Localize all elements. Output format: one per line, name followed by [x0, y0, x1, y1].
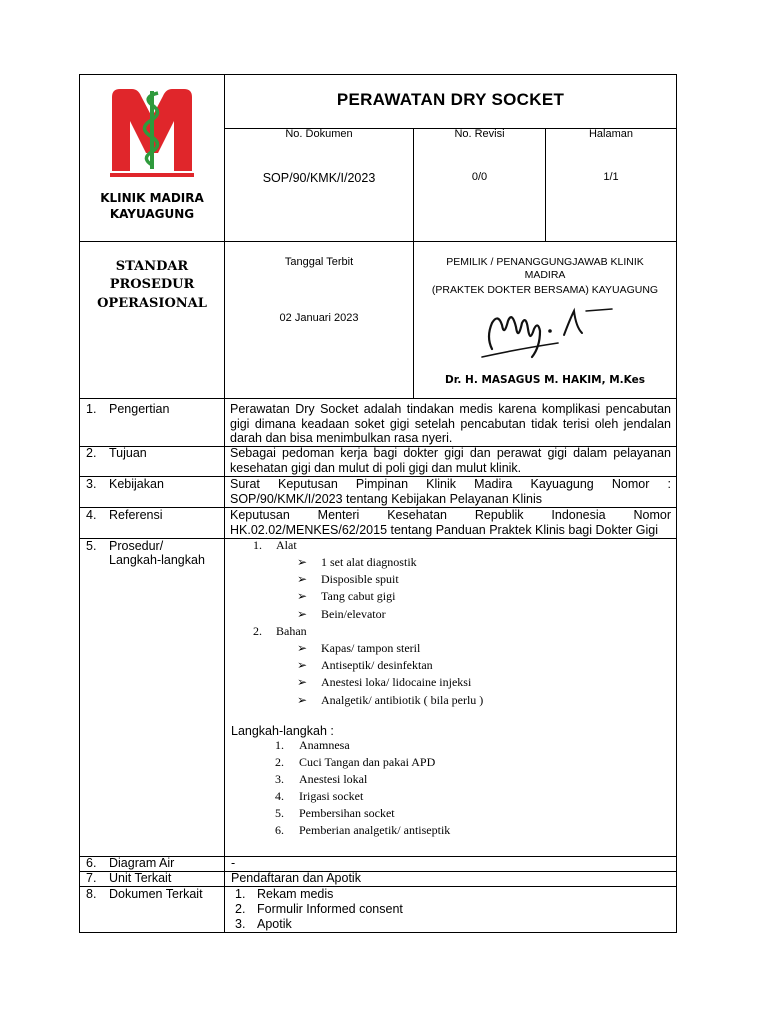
section-7-number: 7. [86, 871, 97, 885]
sop-title-line1: STANDAR [115, 259, 189, 274]
arrow-bullet-icon: ➢ [297, 572, 308, 587]
langkah-list [275, 737, 655, 839]
alat-item: Disposible spuit [321, 572, 399, 587]
list-item: 6. Pemberian analgetik/ antiseptik [275, 823, 451, 837]
table-border-right [676, 74, 677, 933]
pengertian-line: gigi dimana keadaan soket gigi setelah pencabutan tidak terisi oleh jendalan [230, 416, 671, 431]
referensi-line: HK.02.02/MENKES/62/2015 tentang Panduan Praktek Klinis bagi Dokter Gigi [230, 522, 659, 537]
table-border-bottom [79, 932, 677, 933]
no-dokumen-value: SOP/90/KMK/I/2023 [262, 171, 376, 185]
referensi-line: Keputusan Menteri Kesehatan Republik Indonesia Nomor [230, 508, 671, 522]
list-item: 5. Pembersihan socket [275, 806, 395, 820]
kebijakan-line: Surat Keputusan Pimpinan Klinik Madira Kayuagung Nomor : [230, 477, 671, 491]
signer-name: Dr. H. MASAGUS M. HAKIM, M.Kes [444, 374, 645, 386]
kebijakan-line: SOP/90/KMK/I/2023 tentang Kebijakan Pelayanan Klinis [230, 491, 543, 506]
signature [478, 307, 618, 363]
dokumen-number-3: 3. [235, 917, 246, 931]
langkah-item: Anestesi lokal [299, 772, 368, 786]
list-item: 3. Anestesi lokal [275, 772, 368, 786]
tanggal-terbit-label: Tanggal Terbit [284, 256, 354, 268]
arrow-bullet-icon: ➢ [297, 589, 308, 604]
header-divider-logo [224, 74, 225, 399]
section-3-label: Kebijakan [109, 477, 164, 491]
arrow-bullet-icon: ➢ [297, 675, 308, 690]
langkah-item: Irigasi socket [299, 789, 364, 803]
list-item [297, 657, 657, 674]
bahan-item: Anestesi loka/ lidocaine injeksi [321, 675, 472, 690]
header-bottom-line [79, 398, 677, 399]
dokumen-item: Apotik [257, 917, 292, 931]
list-item [297, 588, 657, 605]
langkah-item: Pembersihan socket [299, 806, 395, 820]
header-divider-halaman [545, 128, 546, 241]
unit-value: Pendaftaran dan Apotik [231, 871, 361, 885]
alat-number: 1. [253, 538, 262, 552]
pemilik-line3: (PRAKTEK DOKTER BERSAMA) KAYUAGUNG [431, 284, 659, 296]
bahan-list [297, 640, 657, 709]
list-item [297, 692, 657, 709]
langkah-title: Langkah-langkah : [231, 724, 334, 738]
tujuan-text [230, 446, 671, 475]
alat-label: Alat [276, 538, 297, 552]
no-revisi-value: 0/0 [471, 171, 488, 183]
section-1-number: 1. [86, 402, 97, 416]
section-5-label-line1: Prosedur/ [109, 539, 164, 553]
alat-list [297, 554, 657, 623]
tujuan-line: kesehatan gigi dan mulut di poli gigi dan mulut klinik. [230, 460, 522, 475]
section-3-number: 3. [86, 477, 97, 491]
list-item [297, 606, 657, 623]
list-item [297, 674, 657, 691]
section-6-number: 6. [86, 856, 97, 870]
section-2-number: 2. [86, 446, 97, 460]
section-1-label: Pengertian [109, 402, 170, 416]
list-item [297, 554, 657, 571]
langkah-item: Anamnesa [299, 738, 350, 752]
langkah-item: Pemberian analgetik/ antiseptik [299, 823, 451, 837]
tanggal-terbit-value: 02 Januari 2023 [279, 312, 359, 324]
alat-item: Tang cabut gigi [321, 589, 396, 604]
pengertian-text [230, 402, 671, 446]
tujuan-line: Sebagai pedoman kerja bagi dokter gigi dan perawat gigi dalam pelayanan [230, 446, 671, 460]
clinic-name-line2: KAYUAGUNG [109, 207, 195, 221]
section-8-label: Dokumen Terkait [109, 887, 203, 901]
sop-title-line2: PROSEDUR [109, 277, 195, 292]
table-border-top [79, 74, 677, 75]
sop-title-line3: OPERASIONAL [97, 296, 207, 311]
section-2-label: Tujuan [109, 446, 147, 460]
pengertian-line: darah dan bisa menimbulkan rasa nyeri. [230, 431, 453, 446]
arrow-bullet-icon: ➢ [297, 692, 308, 707]
list-item: 4. Irigasi socket [275, 789, 364, 803]
clinic-name-line1: KLINIK MADIRA [100, 191, 204, 205]
pemilik-line1: PEMILIK / PENANGGUNGJAWAB KLINIK [446, 256, 644, 268]
bahan-item: Analgetik/ antibiotik ( bila perlu ) [321, 692, 484, 707]
langkah-item: Cuci Tangan dan pakai APD [299, 755, 436, 769]
dokumen-number-2: 2. [235, 902, 246, 916]
section-5-number: 5. [86, 539, 97, 553]
list-item [297, 640, 657, 657]
pemilik-line2: MADIRA [524, 269, 566, 281]
no-revisi-label: No. Revisi [454, 128, 505, 140]
dokumen-item: Rekam medis [257, 887, 334, 901]
no-dokumen-label: No. Dokumen [285, 128, 353, 140]
list-item: 2. Cuci Tangan dan pakai APD [275, 755, 436, 769]
section-7-label: Unit Terkait [109, 871, 172, 885]
referensi-text [230, 508, 671, 537]
arrow-bullet-icon: ➢ [297, 641, 308, 655]
arrow-bullet-icon: ➢ [297, 658, 308, 673]
kebijakan-text [230, 477, 671, 506]
body-divider [224, 398, 225, 933]
row-line-4 [79, 538, 677, 539]
halaman-value: 1/1 [603, 171, 619, 183]
alat-item: 1 set alat diagnostik [321, 555, 417, 569]
document-title: PERAWATAN DRY SOCKET [336, 90, 565, 109]
section-5-label-line2: Langkah-langkah [109, 553, 205, 567]
alat-item: Bein/elevator [321, 606, 386, 621]
section-4-label: Referensi [109, 508, 163, 522]
list-item: 1. Anamnesa [275, 738, 350, 752]
diagram-value: - [231, 856, 236, 870]
bahan-item: Kapas/ tampon steril [321, 641, 421, 655]
header-row-line [79, 241, 677, 242]
section-8-number: 8. [86, 887, 97, 901]
halaman-label: Halaman [588, 128, 634, 140]
arrow-bullet-icon: ➢ [297, 606, 308, 621]
clinic-logo [110, 87, 194, 179]
dokumen-item: Formulir Informed consent [257, 902, 403, 916]
section-6-label: Diagram Air [109, 856, 175, 870]
list-item [297, 571, 657, 588]
bahan-number: 2. [253, 624, 262, 638]
pengertian-line: Perawatan Dry Socket adalah tindakan medis karena komplikasi pencabutan [230, 402, 671, 416]
arrow-bullet-icon: ➢ [297, 555, 308, 569]
logo-base [110, 173, 194, 177]
bahan-label: Bahan [276, 624, 307, 638]
section-4-number: 4. [86, 508, 97, 522]
bahan-item: Antiseptik/ desinfektan [321, 658, 433, 673]
dokumen-number-1: 1. [235, 887, 246, 901]
